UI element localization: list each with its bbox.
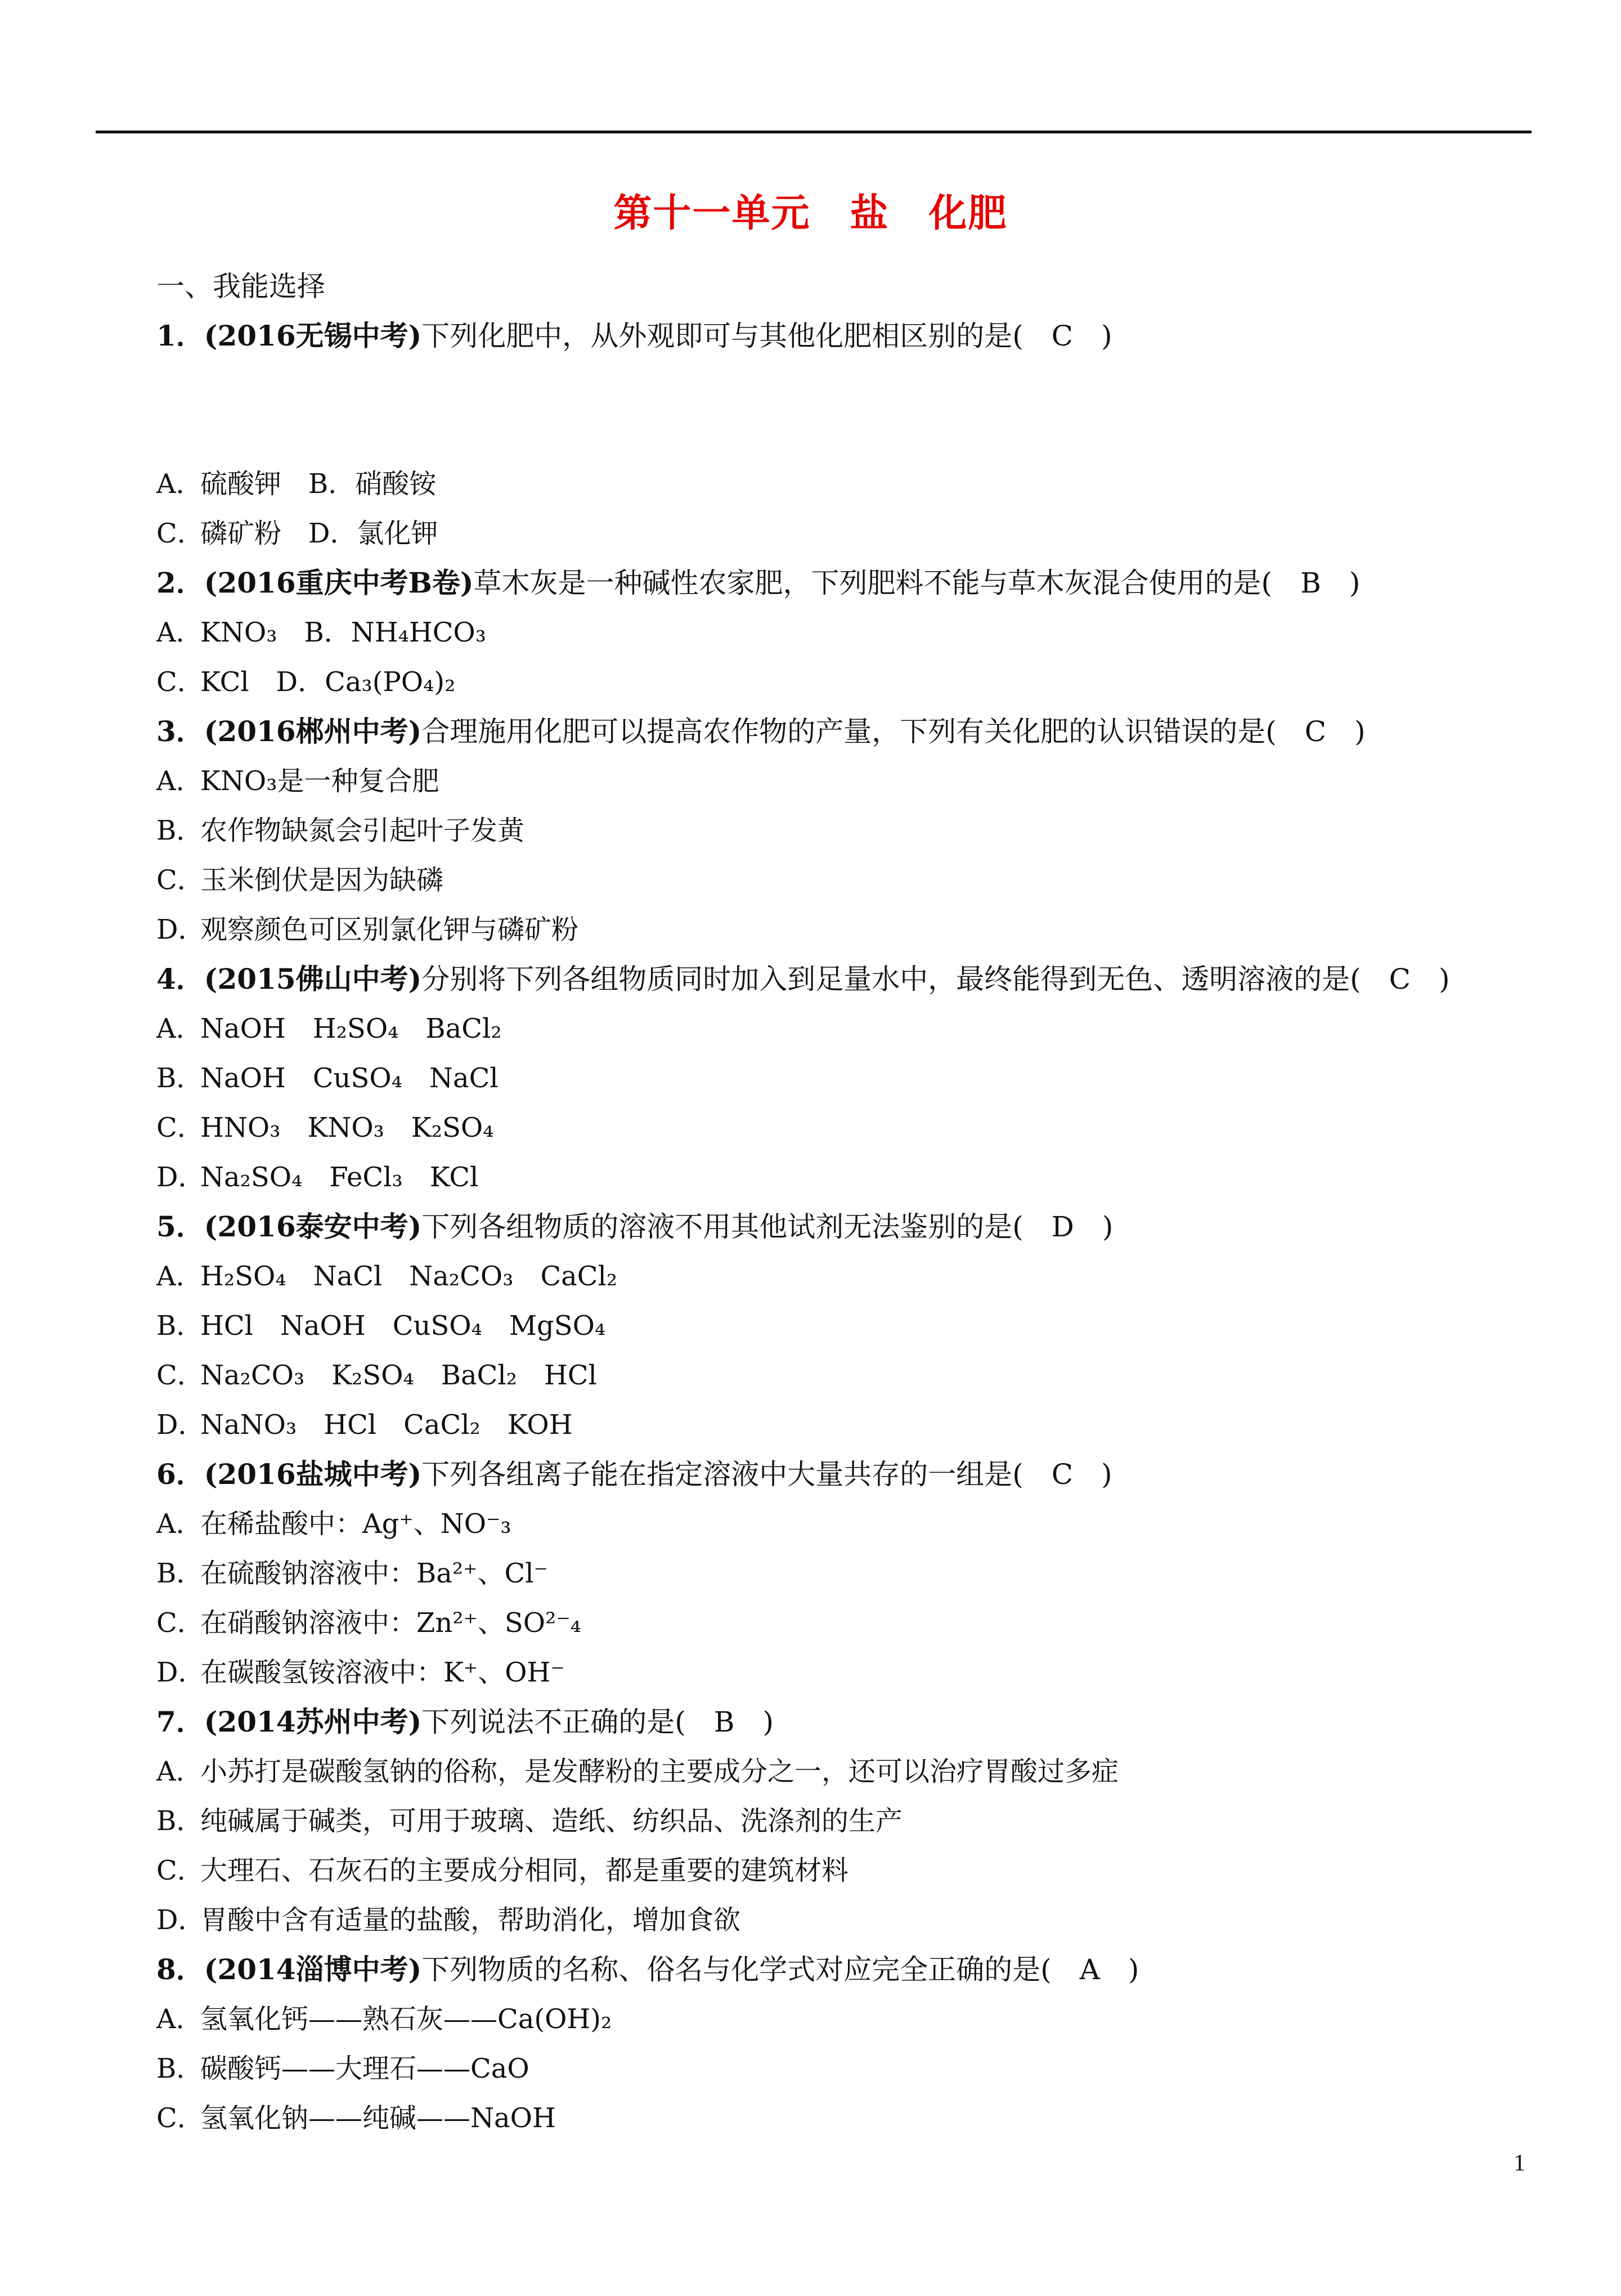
header-rule [96, 131, 1532, 133]
option-text: HCl NaOH CuSO₄ MgSO₄ [200, 1310, 606, 1342]
option-text: HNO₃ KNO₃ K₂SO₄ [200, 1112, 494, 1143]
question-number: 2． [156, 566, 204, 599]
question-answer: C [1051, 320, 1074, 352]
option-text: KNO₃ B．NH₄HCO₃ [200, 617, 487, 648]
question-text: 合理施用化肥可以提高农作物的产量，下列有关化肥的认识错误的是( [421, 715, 1277, 748]
answer-option [156, 1846, 1507, 1895]
question-text: 下列物质的名称、俗名与化学式对应完全正确的是( [421, 1953, 1052, 1986]
option-label: D． [156, 1657, 205, 1688]
question-number: 5． [156, 1210, 204, 1243]
option-text: 小苏打是碳酸氢钠的俗称，是发酵粉的主要成分之一，还可以治疗胃酸过多症 [200, 1756, 1119, 1787]
answer-option [156, 1499, 1507, 1549]
option-text: KNO₃是一种复合肥 [200, 765, 439, 797]
option-label: A． [156, 617, 203, 648]
answer-option [156, 608, 1507, 657]
answer-option [156, 1351, 1507, 1400]
option-label: D． [156, 1904, 205, 1936]
option-label: B． [156, 1805, 204, 1837]
option-label: A． [156, 1013, 203, 1044]
question-stem: 3．(2016郴州中考)合理施用化肥可以提高农作物的产量，下列有关化肥的认识错误的是( C ) [156, 715, 1366, 748]
answer-option [156, 855, 1507, 905]
option-label: C． [156, 1112, 204, 1143]
answer-option [156, 657, 1507, 707]
option-label: C． [156, 1360, 204, 1391]
question-text: 下列各组离子能在指定溶液中大量共存的一组是( [421, 1458, 1023, 1491]
option-text: 磷矿粉 D．氯化钾 [200, 518, 438, 549]
question-list [156, 262, 1507, 2143]
option-text: 观察颜色可区别氯化钾与磷矿粉 [200, 914, 579, 945]
question-source: (2016泰安中考) [204, 1210, 422, 1243]
answer-option [156, 2044, 1507, 2093]
question-stem: 4．(2015佛山中考)分别将下列各组物质同时加入到足量水中，最终能得到无色、透明溶液的是( C ) [156, 962, 1450, 995]
option-text: 玉米倒伏是因为缺磷 [200, 864, 444, 896]
question-number: 3． [156, 715, 204, 748]
question-source: (2016无锡中考) [204, 319, 422, 352]
question-answer: D [1051, 1210, 1074, 1243]
option-text: 碳酸钙——大理石——CaO [200, 2053, 529, 2084]
option-label: C． [156, 864, 204, 896]
answer-option [156, 1747, 1507, 1796]
question-source: (2014淄博中考) [204, 1953, 422, 1986]
question-text: 下列各组物质的溶液不用其他试剂无法鉴别的是( [421, 1210, 1023, 1243]
option-text: 农作物缺氮会引起叶子发黄 [200, 815, 525, 846]
option-label: D． [156, 1409, 205, 1441]
option-text: KCl D．Ca₃(PO₄)₂ [200, 666, 456, 698]
option-text: Na₂CO₃ K₂SO₄ BaCl₂ HCl [200, 1360, 597, 1391]
question-stem: 8．(2014淄博中考)下列物质的名称、俗名与化学式对应完全正确的是( A ) [156, 1953, 1139, 1986]
answer-option [156, 1796, 1507, 1846]
option-text: 在稀盐酸中：Ag⁺、NO⁻₃ [200, 1508, 511, 1540]
option-text: 纯碱属于碱类，可用于玻璃、造纸、纺织品、洗涤剂的生产 [200, 1805, 903, 1837]
spacer [156, 361, 1507, 459]
option-text: 胃酸中含有适量的盐酸，帮助消化，增加食欲 [200, 1904, 741, 1936]
answer-option [156, 459, 1507, 509]
question-source: (2016郴州中考) [204, 715, 422, 748]
question-answer: C [1304, 715, 1327, 748]
answer-option [156, 905, 1507, 954]
option-text: 大理石、石灰石的主要成分相同，都是重要的建筑材料 [200, 1855, 849, 1886]
question-stem: 6．(2016盐城中考)下列各组离子能在指定溶液中大量共存的一组是( C ) [156, 1458, 1112, 1491]
answer-option [156, 1053, 1507, 1103]
option-label: C． [156, 666, 204, 698]
answer-option [156, 1648, 1507, 1697]
option-label: B． [156, 2053, 204, 2084]
page-title: 第十一单元 盐 化肥 [613, 191, 1008, 236]
question-stem: 5．(2016泰安中考)下列各组物质的溶液不用其他试剂无法鉴别的是( D ) [156, 1210, 1113, 1243]
option-text: NaNO₃ HCl CaCl₂ KOH [200, 1409, 573, 1441]
option-text: NaOH CuSO₄ NaCl [200, 1062, 499, 1094]
question-answer: B [1300, 567, 1321, 599]
answer-option [156, 1252, 1507, 1301]
question-stem: 2．(2016重庆中考B卷)草木灰是一种碱性农家肥，下列肥料不能与草木灰混合使用的是( B ) [156, 566, 1360, 599]
option-text: Na₂SO₄ FeCl₃ KCl [200, 1162, 479, 1193]
answer-option [156, 756, 1507, 806]
option-label: A． [156, 1261, 203, 1292]
option-label: B． [156, 815, 204, 846]
answer-option [156, 1153, 1507, 1202]
question-stem: 1．(2016无锡中考)下列化肥中，从外观即可与其他化肥相区别的是( C ) [156, 319, 1112, 352]
answer-option [156, 509, 1507, 558]
question-text: 分别将下列各组物质同时加入到足量水中，最终能得到无色、透明溶液的是( [421, 963, 1361, 995]
answer-option [156, 1400, 1507, 1450]
option-text: NaOH H₂SO₄ BaCl₂ [200, 1013, 502, 1044]
question-source: (2014苏州中考) [204, 1705, 422, 1738]
option-label: B． [156, 1310, 204, 1342]
option-label: C． [156, 518, 204, 549]
option-label: A． [156, 765, 203, 797]
option-text: 在硫酸钠溶液中：Ba²⁺、Cl⁻ [200, 1558, 548, 1589]
option-label: A． [156, 1508, 203, 1540]
option-label: C． [156, 1607, 204, 1639]
question-stem: 7．(2014苏州中考)下列说法不正确的是( B ) [156, 1705, 774, 1738]
option-label: C． [156, 1855, 204, 1886]
question-answer: B [713, 1706, 735, 1738]
option-label: B． [156, 1558, 204, 1589]
question-answer: A [1079, 1953, 1100, 1986]
answer-option [156, 2093, 1507, 2143]
question-answer: C [1051, 1458, 1074, 1491]
section-heading: 一、我能选择 [156, 270, 325, 303]
option-label: A． [156, 2003, 203, 2035]
option-label: A． [156, 468, 203, 500]
option-text: 氢氧化钠——纯碱——NaOH [200, 2102, 556, 2134]
questions-container [156, 311, 1507, 2143]
question-source: (2016盐城中考) [204, 1458, 422, 1491]
answer-option [156, 1004, 1507, 1053]
page-number: 1 [1514, 2150, 1525, 2176]
question-text: 草木灰是一种碱性农家肥，下列肥料不能与草木灰混合使用的是( [473, 567, 1273, 599]
question-text: 下列化肥中，从外观即可与其他化肥相区别的是( [421, 320, 1023, 352]
answer-option [156, 1103, 1507, 1153]
answer-option [156, 1549, 1507, 1598]
option-text: 硫酸钾 B．硝酸铵 [200, 468, 437, 500]
question-answer: C [1389, 963, 1411, 995]
option-text: H₂SO₄ NaCl Na₂CO₃ CaCl₂ [200, 1261, 618, 1292]
answer-option [156, 1598, 1507, 1648]
option-label: D． [156, 1162, 205, 1193]
question-number: 1． [156, 319, 204, 352]
option-label: D． [156, 914, 205, 945]
question-text: 下列说法不正确的是( [421, 1706, 686, 1738]
question-number: 6． [156, 1458, 204, 1491]
question-source: (2016重庆中考B卷) [204, 566, 474, 599]
option-label: A． [156, 1756, 203, 1787]
option-text: 在碳酸氢铵溶液中：K⁺、OH⁻ [200, 1657, 565, 1688]
option-text: 在硝酸钠溶液中：Zn²⁺、SO²⁻₄ [200, 1607, 581, 1639]
question-source: (2015佛山中考) [204, 962, 422, 995]
answer-option [156, 806, 1507, 855]
option-label: B． [156, 1062, 204, 1094]
question-number: 4． [156, 962, 204, 995]
answer-option [156, 1895, 1507, 1945]
answer-option [156, 1301, 1507, 1351]
answer-option [156, 1994, 1507, 2044]
question-number: 8． [156, 1953, 204, 1986]
option-label: C． [156, 2102, 204, 2134]
option-text: 氢氧化钙——熟石灰——Ca(OH)₂ [200, 2003, 612, 2035]
question-number: 7． [156, 1705, 204, 1738]
